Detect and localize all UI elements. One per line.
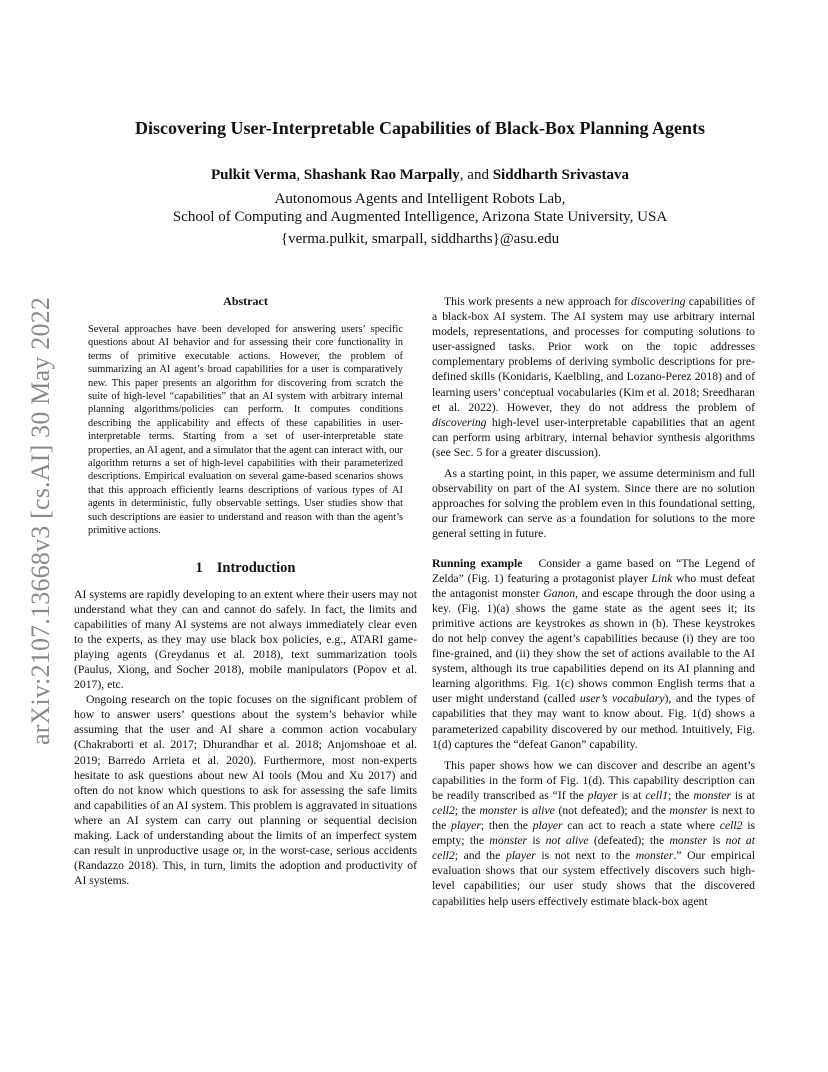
left-column: [74, 294, 417, 888]
right-column: [432, 294, 755, 915]
intro-paragraph: Ongoing research on the topic focuses on the significant problem of how to answer users’ questions about the system’s behavior while assuming that the user and AI share a common action vocabulary (Chakraborti et al. 2017; Dhurandhar et al. 2018; Anjomshoae et al. 2019; Barredo Arrieta et al. 2020). Furthermore, most non-experts hesitate to ask questions about new AI tools (Mou and Xu 2017) and often do not know which questions to ask for assessing the safe limits and capabilities of an AI system. This problem is aggravated in situations where an AI system can carry out planning or sequential decision making. Lack of understanding about the limits of an imperfect system can result in unproductive usage or, in the worst-case, serious accidents (Randazzo 2018). This, in turn, limits the adoption and productivity of AI systems.: [74, 693, 417, 888]
capability-description-paragraph: This paper shows how we can discover and describe an agent’s capabilities in the form of Fig. 1(d). This capability description can be readily transcribed as “If the player is at cell1; the monster is at cell2; the monster is alive (not defeated); and the monster is next to the player; then the player can act to reach a state where cell2 is empty; the monster is not alive (defeated); the monster is not at cell2; and the player is not next to the monster.” Our empirical evaluation shows that our system effectively discovers such high-level capabilities; our user study shows that the discovered capabilities help users effectively estimate black-box agent: [432, 758, 756, 908]
section-title: Introduction: [216, 559, 296, 576]
abstract-text: Several approaches have been developed for answering users’ specific questions about AI behavior and for assessing their core functionality in terms of primitive executable actions. However, the problem of summarizing an AI agent’s broad capabilities for a user is comparatively new. This paper presents an algorithm for discovering from scratch the suite of high-level “capabilities” that an AI system with arbitrary internal planning algorithms/policies can perform. It computes conditions describing the applicability and effects of these capabilities in user-interpretable terms. Starting from a set of user-interpretable state properties, an AI agent, and a simulator that the agent can interact with, our algorithm returns a set of high-level capabilities with their parameterized descriptions. Empirical evaluation on several game-based scenarios shows that this approach efficiently learns descriptions of various types of AI agents in deterministic, fully observable settings. User studies show that such descriptions are easier to understand and reason with than the agent’s primitive actions.: [88, 324, 403, 537]
author-name: Siddharth Srivastava: [492, 167, 630, 183]
author-separator: , and: [459, 167, 493, 183]
contribution-paragraph: This work presents a new approach for discovering capabilities of a black-box AI system. The AI system may use arbitrary internal models, representations, and processes for computing solutions to user-assigned tasks. Prior work on the topic addresses complementary problems of deriving symbolic descriptions for pre-defined skills (Konidaris, Kaelbling, and Lozano-Perez 2018) and of learning users’ conceptual vocabularies (Kim et al. 2018; Sreedharan et al. 2022). However, they do not address the problem of discovering high-level user-interpretable capabilities that an agent can perform using arbitrary, internal behavior synthesis algorithms (see Sec. 5 for a greater discussion).: [432, 295, 755, 459]
author-emails: {verma.pulkit, smarpall, siddharths}@asu.edu: [280, 231, 560, 247]
paper-title: Discovering User-Interpretable Capabilities of Black-Box Planning Agents: [135, 118, 705, 138]
running-example-paragraph: Running example Consider a game based on “The Legend of Zelda” (Fig. 1) featuring a protagonist player Link who must defeat the antagonist monster Ganon, and escape through the door using a key. (Fig. 1)(a) shows the game state as the agent sees it; its primitive actions are keystrokes as shown in (b). These keystrokes do not help convey the agent’s capabilities because (i) they are too fine-grained, and (ii) they show the set of actions available to the AI system, although its true capabilities depend on its AI planning and learning algorithms. Fig. 1(c) shows common English terms that a user might understand (called user’s vocabulary), and the types of capabilities that they may want to know about. Fig. 1(d) shows a parameterized capability discovered by our method. Intuitively, Fig. 1(d) captures the “defeat Ganon” capability.: [432, 556, 756, 751]
running-example-heading: Running example: [432, 556, 523, 570]
section-number: 1: [195, 559, 203, 576]
affiliation-lab: Autonomous Agents and Intelligent Robots Lab,: [274, 191, 566, 207]
abstract-heading: Abstract: [223, 294, 268, 308]
arxiv-identifier: [24, 286, 58, 756]
section-heading: [74, 560, 417, 577]
affiliation-block: [60, 190, 780, 248]
author-name: Shashank Rao Marpally: [303, 167, 460, 183]
author-list: [60, 167, 780, 184]
assumption-paragraph: As a starting point, in this paper, we assume determinism and full observability on part of the AI system. Since there are no solution approaches for solving the problem even in this foundational setting, our framework can serve as a foundation for solutions to the more general setting in future.: [432, 467, 755, 541]
affiliation-university: School of Computing and Augmented Intelligence, Arizona State University, USA: [172, 209, 668, 225]
arxiv-identifier-text: arXiv:2107.13668v3 [cs.AI] 30 May 2022: [26, 296, 55, 746]
author-name: Pulkit Verma: [210, 167, 297, 183]
author-separator: ,: [296, 167, 304, 183]
intro-paragraph: AI systems are rapidly developing to an extent where their users may not understand what they can and cannot do safely. In fact, the limits and capabilities of many AI systems are not always immediately clear even to the experts, as they may use black box policies, e.g., ATARI game-playing agents (Greydanus et al. 2018), text summarization tools (Paulus, Xiong, and Socher 2018), mobile manipulators (Popov et al. 2017), etc.: [74, 587, 417, 692]
